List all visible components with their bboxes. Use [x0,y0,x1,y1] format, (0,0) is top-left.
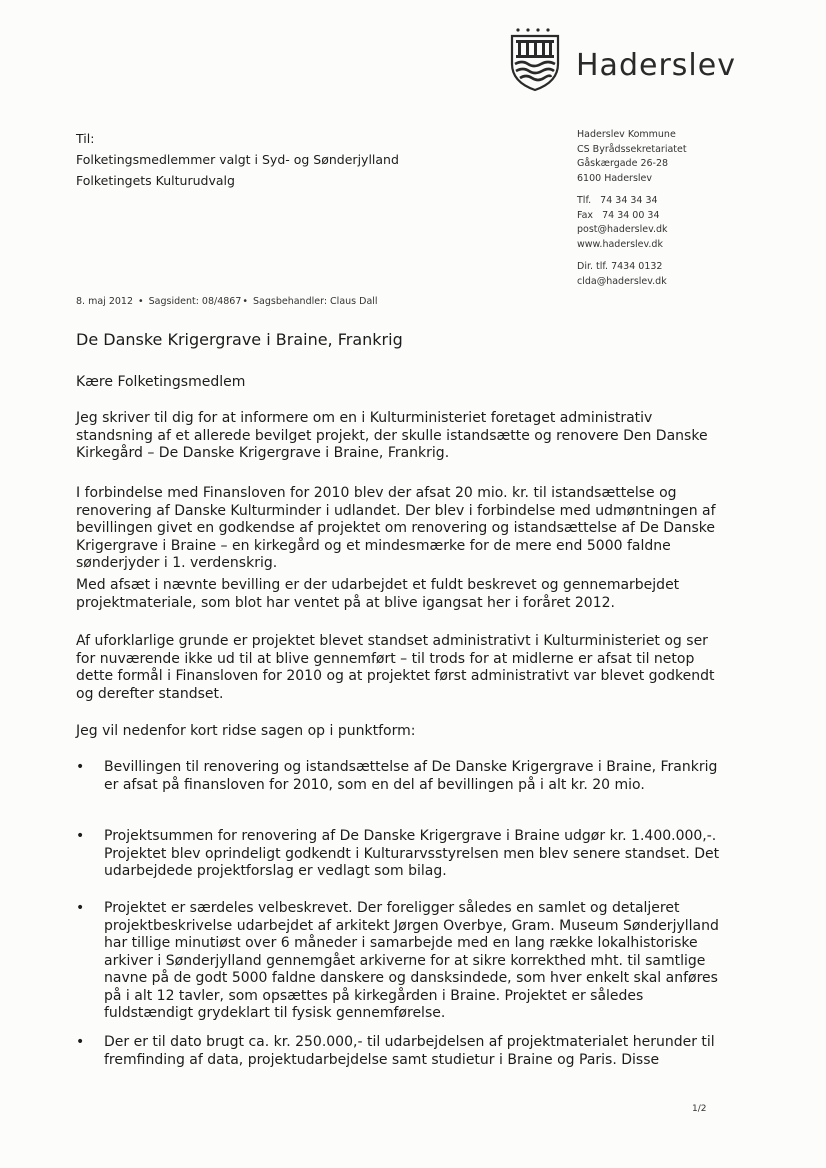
sender-city: 6100 Haderslev [577,172,652,184]
bullet-marker: • [76,828,85,844]
bullet-marker: • [76,759,85,775]
haderslev-logo [506,26,776,94]
list-item [76,900,726,1023]
list-item [76,1034,726,1069]
bullet-list [76,1034,726,1069]
list-item-text: Projektsummen for renovering af De Danske Krigergrave i Braine udgør kr. 1.400.000,-. Projektet blev oprindeligt godkendt i Kulturarvsstyrelsen men blev senere standset. Det udarbejdede projektforslag er vedlagt som bilag. [104,828,720,879]
sender-phone: Tlf. 74 34 34 34 [577,195,658,206]
body-paragraph: Jeg vil nedenfor kort ridse sagen op i punktform: [76,723,416,739]
letter-subject: De Danske Krigergrave i Braine, Frankrig [76,330,403,349]
sender-block [577,128,687,289]
case-handler: Sagsbehandler: Claus Dall [253,296,378,307]
bullet-list [76,828,726,881]
list-item-text: Der er til dato brugt ca. kr. 250.000,- til udarbejdelsen af projektmaterialet herunder til fremfinding af data, projektudarbejdelse samt studietur i Braine og Paris. Disse [104,1034,715,1068]
recipient-line: Folketingsmedlemmer valgt i Syd- og Sønderjylland [76,152,399,167]
sender-direct-email: clda@haderslev.dk [577,275,667,287]
sender-web: www.haderslev.dk [577,238,663,250]
coat-of-arms-icon [506,26,566,92]
list-item-text: Projektet er særdeles velbeskrevet. Der foreligger således en samlet og detaljeret projektbeskrivelse udarbejdet af arkitekt Jørgen Overbye, Gram. Museum Sønderjylland har tillige minutiøst over 6 måneder i samarbejde med en lang række lokalhistoriske arkiver i Sønderjylland gennemgået arkiverne for at sikre korrekthed mht. til samtlige navne på de godt 5000 faldne danskere og dansksindede, som hver enkelt skal anføres på i alt 12 tavler, som opsættes på kirkegården i Braine. Projektet er således fuldstændigt grydeklart til fysisk gennemførelse. [104,900,719,1021]
list-item [76,759,726,794]
body-paragraph: Af uforklarlige grunde er projektet blevet standset administrativt i Kulturministeriet og ser for nuværende ikke ud til at blive gennemført – til trods for at midlerne er afsat til netop dette formål i Finansloven for 2010 og at projektet først administrativt var blevet godkendt og derefter standset. [76,633,715,702]
body-paragraph: I forbindelse med Finansloven for 2010 blev der afsat 20 mio. kr. til istandsættelse og renovering af Danske Kulturminder i udlandet. Der blev i forbindelse med udmøntningen af bevillingen givet en godkendse af projektet om renovering og istandsættelse af De Danske Krigergrave i Braine – en kirkegård og et mindesmærke for de mere end 5000 faldne sønderjyder i 1. verdenskrig. [76,485,716,571]
sender-dept: CS Byrådssekretariatet [577,143,687,155]
bullet-list [76,900,726,1023]
meta-line [76,296,378,307]
sender-direct-phone: Dir. tlf. 7434 0132 [577,261,663,272]
letter-date: 8. maj 2012 [76,296,133,307]
body-paragraph: Med afsæt i nævnte bevilling er der udarbejdet et fuldt beskrevet og gennemarbejdet projektmateriale, som blot har ventet på at blive igangsat her i foråret 2012. [76,577,680,611]
page-number: 1/2 [692,1104,707,1114]
list-item [76,828,726,881]
letter-greeting: Kære Folketingsmedlem [76,374,246,390]
bullet-list [76,759,726,794]
logo-wordmark: Haderslev [576,48,736,83]
sender-org: Haderslev Kommune [577,129,676,140]
case-id: Sagsident: 08/4867 [148,296,242,307]
meta-separator: • [242,296,248,307]
body-paragraph: Jeg skriver til dig for at informere om en i Kulturministeriet foretaget administrativ standsning af et allerede bevilget projekt, der skulle istandsætte og renovere Den Danske Kirkegård – De Danske Krigergrave i Braine, Frankrig. [76,410,708,461]
sender-email: post@haderslev.dk [577,224,668,235]
bullet-marker: • [76,900,85,916]
sender-street: Gåskærgade 26-28 [577,158,669,169]
recipient-block [76,128,399,191]
meta-separator: • [138,296,144,307]
sender-fax: Fax 74 34 00 34 [577,209,660,221]
recipient-label: Til: [76,131,95,146]
list-item-text: Bevillingen til renovering og istandsættelse af De Danske Krigergrave i Braine, Frankrig er afsat på finansloven for 2010, som en del af bevillingen på i alt kr. 20 mio. [104,759,718,793]
recipient-line: Folketingets Kulturudvalg [76,173,235,188]
bullet-marker: • [76,1034,85,1050]
